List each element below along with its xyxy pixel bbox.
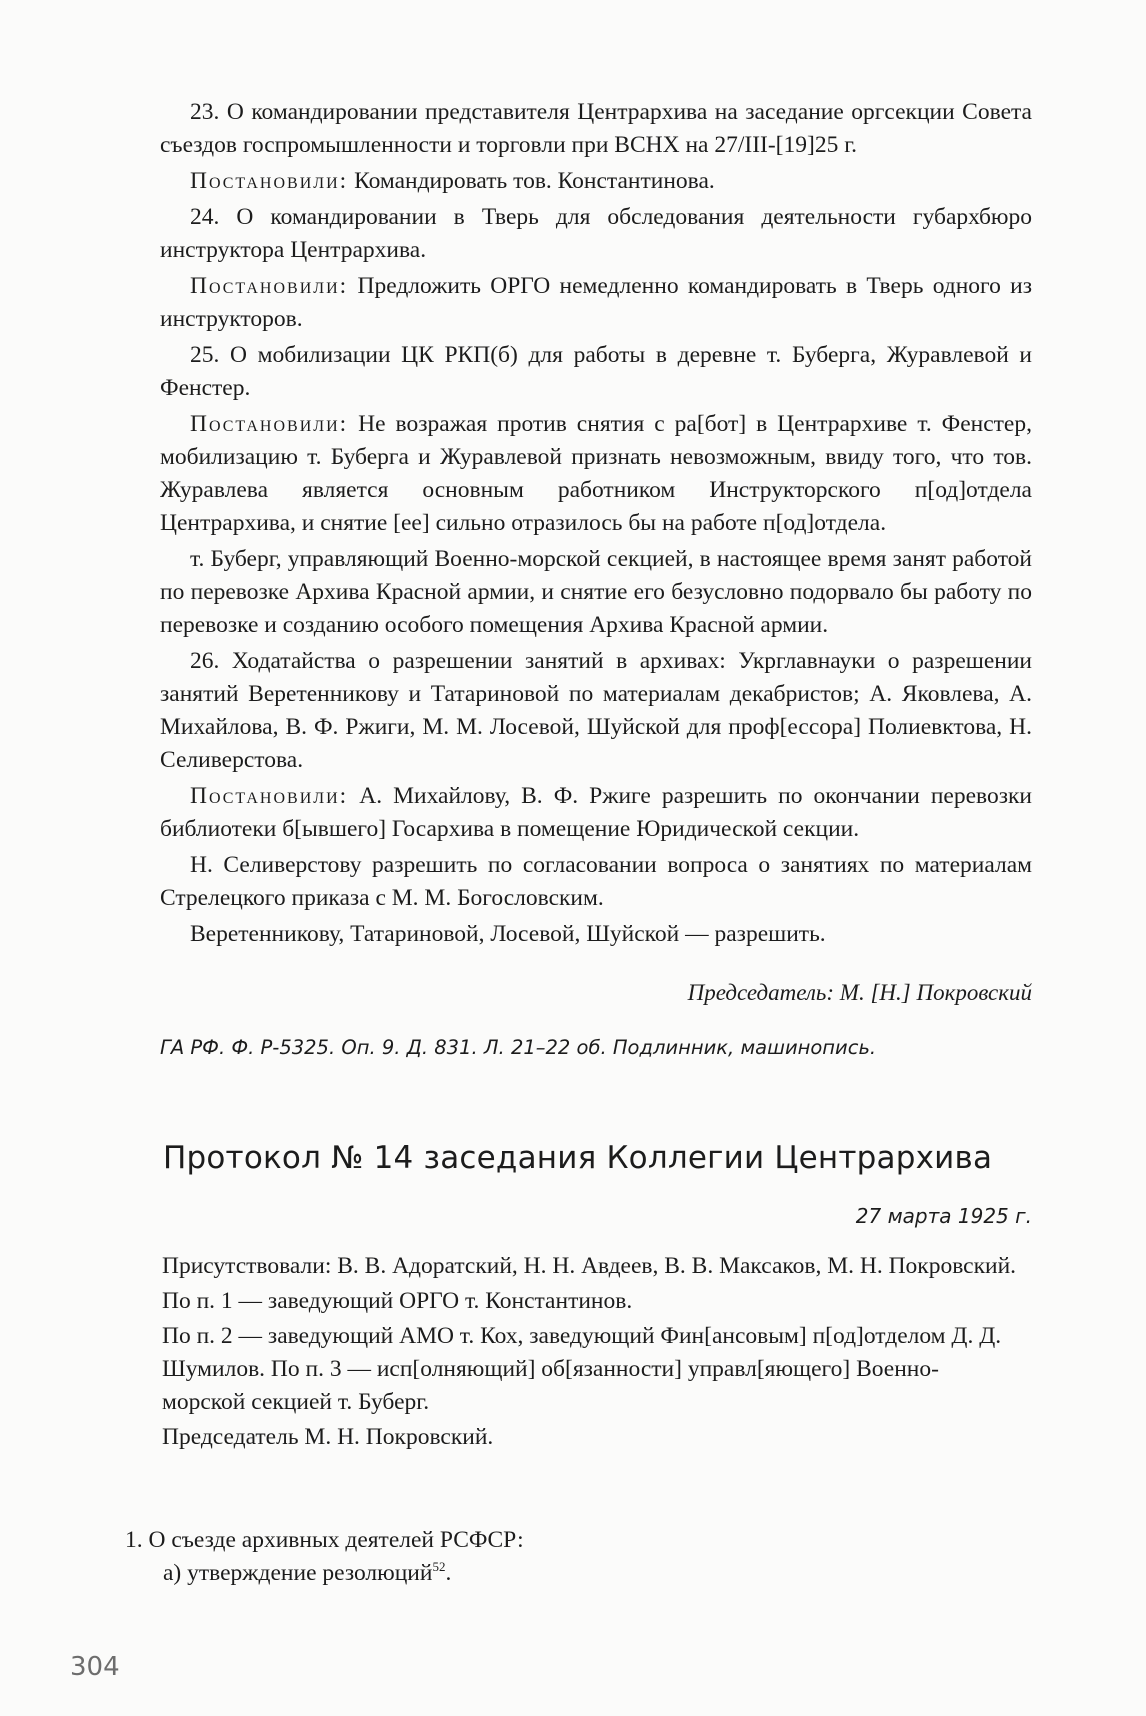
chairman-signature: Председатель: М. [Н.] Покровский [687, 980, 1032, 1005]
resolution-label: Постановили: [190, 273, 349, 299]
paragraph-buberg: т. Буберг, управляющий Военно-морской секцией, в настоящее время занят работой по перевозке Архива Красной армии, и снятие его безусловно подорвало бы работу по перевозке и созданию особого помещения Архива Красной армии. [160, 546, 1032, 638]
paragraph-permit: Веретенникову, Татариновой, Лосевой, Шуйской — разрешить. [190, 921, 826, 947]
agenda-item-1a: а) утверждение резолюций$^{52}$. [163, 1559, 452, 1586]
paragraph-item-24: 24. О командировании в Тверь для обследования деятельности губархбюро инструктора Центрархива. [160, 204, 1032, 263]
protocol-heading: Протокол № 14 заседания Коллегии Центрархива [163, 1140, 993, 1176]
protocol-date: 27 марта 1925 г. [855, 1204, 1032, 1228]
attendance-line: По п. 1 — заведующий ОРГО т. Константинов. [162, 1288, 633, 1314]
footnote-marker: 52 [432, 1559, 446, 1575]
attendance-line: Присутствовали: В. В. Адоратский, Н. Н. Авдеев, В. В. Максаков, М. Н. Покровский. [162, 1253, 1017, 1279]
page-number: 304 [70, 1652, 120, 1682]
resolution-24: Постановили: Предложить ОРГО немедленно командировать в Тверь одного из инструкторов. [160, 273, 1032, 332]
minutes-text [160, 96, 1032, 951]
paragraph-seliverstov: Н. Селиверстову разрешить по согласовании вопроса о занятиях по материалам Стрелецкого приказа с М. М. Богословским. [160, 852, 1032, 911]
resolution-25: Постановили: Не возражая против снятия с ра[бот] в Центрархиве т. Фенстер, мобилизацию т. Буберга и Журавлевой признать невозможным, ввиду того, что тов. Журавлева является основным работником Инструкторского п[од]отдела Центрархива, и снятие [ее] сильно отразилось бы на работе п[од]отдела. [160, 411, 1032, 536]
resolution-label: Постановили: [190, 411, 349, 437]
attendance-line: По п. 2 — заведующий АМО т. Кох, заведующий Фин[ансовым] п[од]отделом Д. Д. Шумилов. По п. 3 — исп[олняющий] об[язанности] управл[яющего] Военно-морской секцией т. Буберг. [162, 1323, 1002, 1415]
resolution-label: Постановили: [190, 168, 349, 194]
paragraph-item-23: 23. О командировании представителя Центрархива на заседание оргсекции Совета съездов госпромышленности и торговли при ВСНХ на 27/III-[19]25 г. [160, 99, 1032, 158]
attendance-block [162, 1250, 1022, 1456]
agenda-block [125, 1524, 1025, 1590]
archive-source-reference: ГА РФ. Ф. Р-5325. Оп. 9. Д. 831. Л. 21–22 об. Подлинник, машинопись. [160, 1036, 877, 1059]
paragraph-item-25: 25. О мобилизации ЦК РКП(б) для работы в деревне т. Буберга, Журавлевой и Фенстер. [160, 342, 1032, 401]
attendance-line: Председатель М. Н. Покровский. [162, 1424, 494, 1450]
resolution-label: Постановили: [190, 783, 349, 809]
paragraph-item-26: 26. Ходатайства о разрешении занятий в архивах: Укрглавнауки о разрешении занятий Веретенникову и Татариновой по материалам декабристов; А. Яковлева, А. Михайлова, В. Ф. Ржиги, М. М. Лосевой, Шуйской для проф[ессора] Полиевктова, Н. Селиверстова. [160, 648, 1032, 773]
resolution-26: Постановили: А. Михайлову, В. Ф. Ржиге разрешить по окончании перевозки библиотеки б[ывшего] Госархива в помещение Юридической секции. [160, 783, 1032, 842]
resolution-23: Постановили: Командировать тов. Константинова. [190, 168, 715, 194]
agenda-item-1: 1. О съезде архивных деятелей РСФСР: [125, 1527, 524, 1553]
